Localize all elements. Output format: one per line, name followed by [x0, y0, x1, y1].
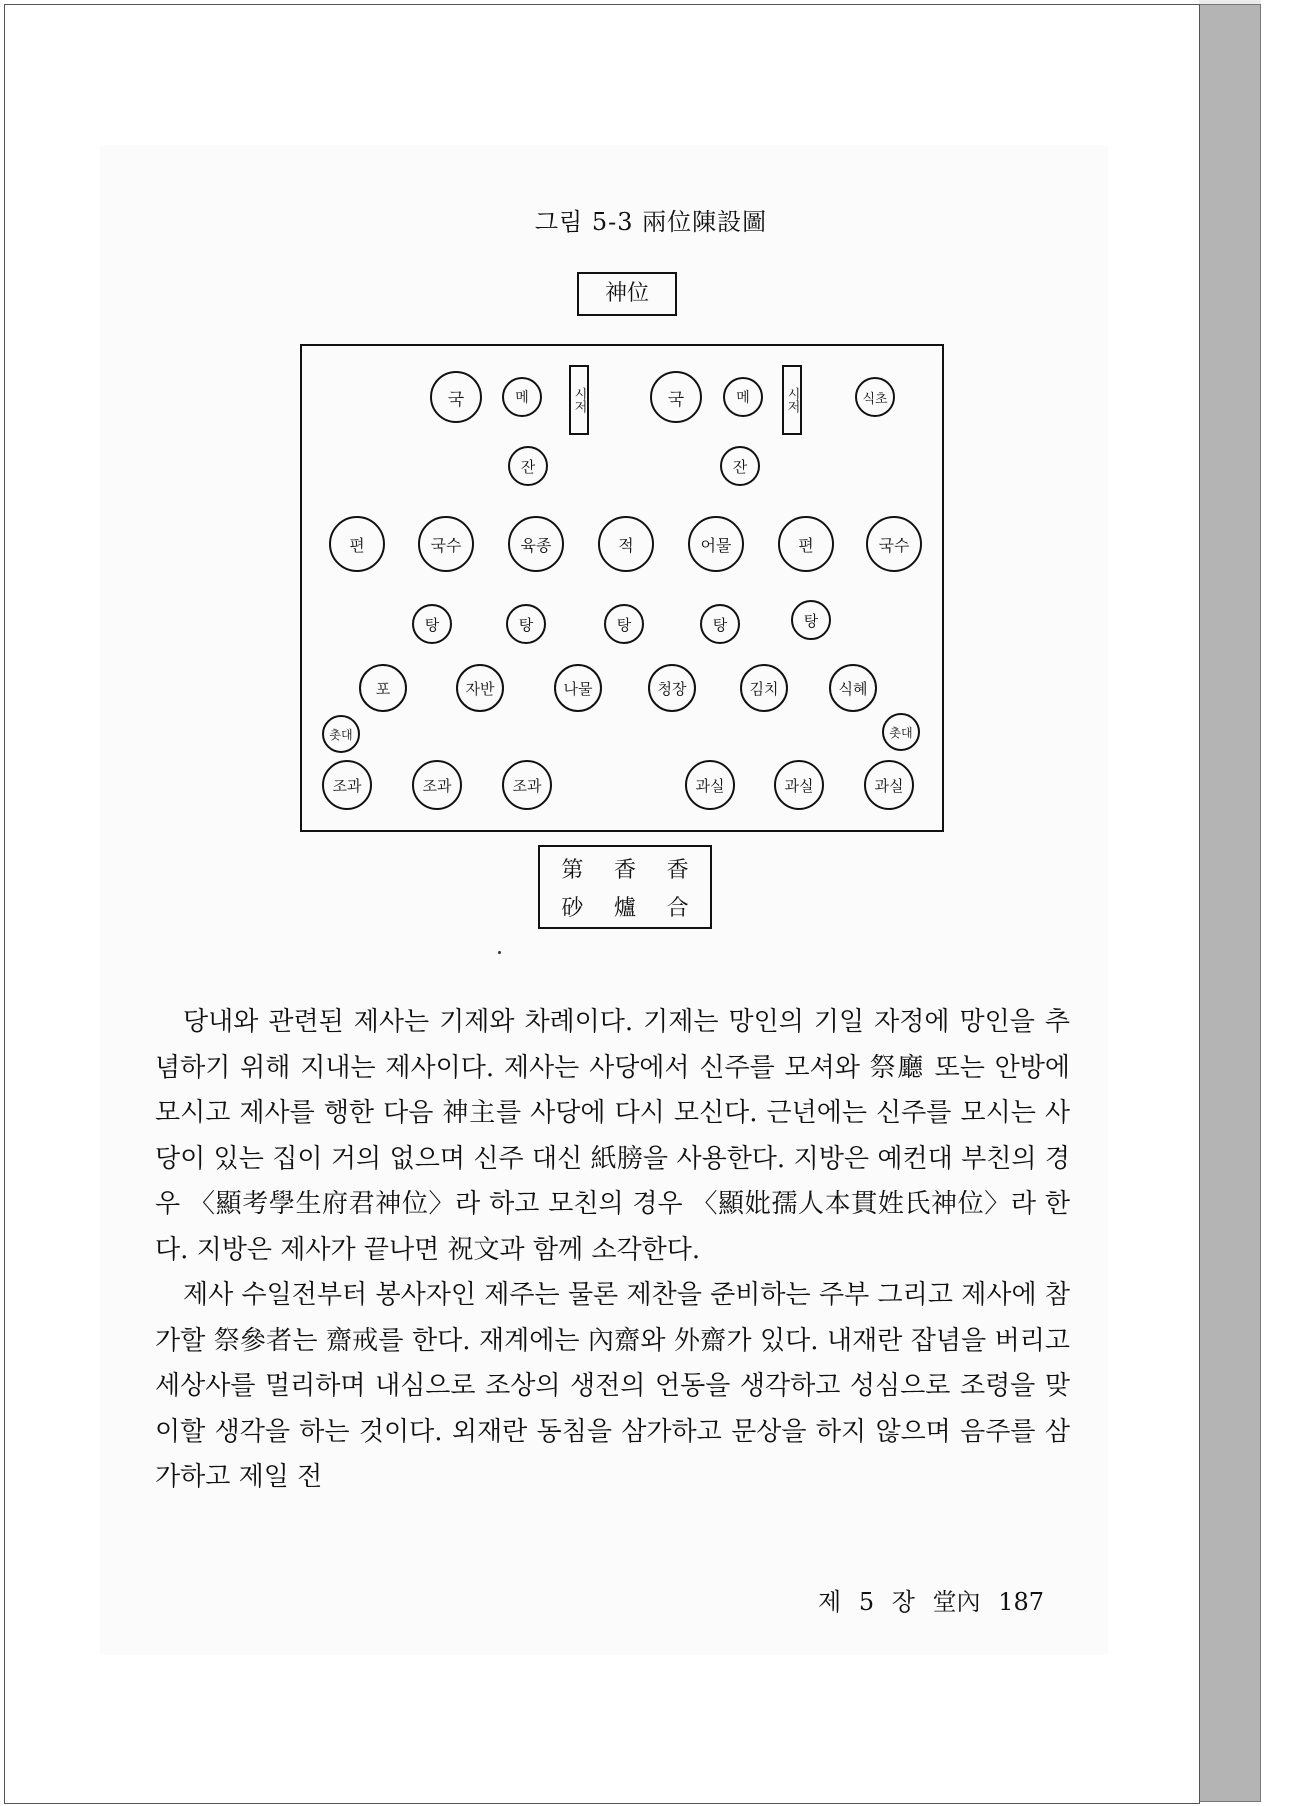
book-page-edge: [1199, 4, 1261, 1802]
dish-row6-5: 과실: [774, 760, 824, 810]
dish-row5-4: 청장: [648, 664, 696, 712]
offering-table: [300, 344, 944, 832]
dish-soup-left: 국: [430, 371, 482, 423]
dish-stew-4: 탕: [700, 604, 740, 644]
dish-row3-4: 적: [598, 516, 654, 572]
paragraph-1: 당내와 관련된 제사는 기제와 차례이다. 기제는 망인의 기일 자정에 망인을 추념하기 위해 지내는 제사이다. 제사는 사당에서 신주를 모셔와 祭廳 또는 안방에 모시고 제사를 행한 다음 神主를 사당에 다시 모신다. 근년에는 신주를 모시는 사당이 있는 집이 거의 없으며 신주 대신 紙膀을 사용한다. 지방은 예컨대 부친의 경우 〈顯考學生府君神位〉라 하고 모친의 경우 〈顯妣孺人本貫姓氏神位〉라 한다. 지방은 제사가 끝나면 祝文과 함께 소각한다.: [155, 1007, 1070, 1265]
dish-row3-7: 국수: [866, 516, 922, 572]
dish-rice-right: 메: [723, 377, 763, 417]
incense-cell-1: 第: [561, 857, 584, 883]
dish-vinegar: 식초: [855, 377, 895, 417]
incense-cell-6: 合: [666, 895, 689, 921]
scan-speck: [498, 951, 501, 954]
dish-row3-3: 육종: [508, 516, 564, 572]
dish-cup-right: 잔: [720, 446, 760, 486]
incense-cell-4: 砂: [561, 895, 584, 921]
dish-row6-3: 조과: [502, 760, 552, 810]
spoon-left: 시저: [569, 365, 589, 435]
footer-section: 堂內: [932, 1588, 981, 1616]
dish-row3-5: 어물: [688, 516, 744, 572]
dish-row5-6: 식혜: [829, 664, 877, 712]
incense-cell-2: 香: [613, 857, 636, 883]
dish-stew-1: 탕: [412, 604, 452, 644]
dish-stew-5: 탕: [791, 600, 831, 640]
page-number: 187: [998, 1588, 1044, 1616]
dish-row3-6: 편: [778, 516, 834, 572]
dish-row5-2: 자반: [456, 664, 504, 712]
incense-table: [538, 845, 712, 929]
dish-row5-3: 나물: [554, 664, 602, 712]
body-text: [155, 1000, 1070, 1501]
figure-title: 그림 5-3 兩位陳設圖: [534, 208, 768, 236]
page-footer: [818, 1582, 1044, 1617]
incense-cell-3: 香: [666, 857, 689, 883]
dish-row6-2: 조과: [412, 760, 462, 810]
dish-stew-2: 탕: [506, 604, 546, 644]
dish-row6-4: 과실: [685, 760, 735, 810]
dish-row6-6: 과실: [864, 760, 914, 810]
dish-rice-left: 메: [502, 377, 542, 417]
dish-row6-1: 조과: [322, 760, 372, 810]
shinwi-label: 神位: [577, 272, 677, 316]
spoon-right: 시저: [782, 365, 802, 435]
dish-row3-1: 편: [329, 516, 385, 572]
dish-cup-left: 잔: [508, 446, 548, 486]
footer-chapter: 제 5 장: [818, 1588, 915, 1616]
candle-right: 촛대: [882, 713, 920, 751]
dish-row3-2: 국수: [418, 516, 474, 572]
dish-stew-3: 탕: [604, 604, 644, 644]
dish-row5-1: 포: [359, 664, 407, 712]
dish-soup-right: 국: [650, 371, 702, 423]
paragraph-2: 제사 수일전부터 봉사자인 제주는 물론 제찬을 준비하는 주부 그리고 제사에 참가할 祭參者는 齋戒를 한다. 재계에는 內齋와 外齋가 있다. 내재란 잡념을 버리고 세상사를 멀리하며 내심으로 조상의 생전의 언동을 생각하고 성심으로 조령을 맞이할 생각을 하는 것이다. 외재란 동침을 삼가하고 문상을 하지 않으며 음주를 삼가하고 제일 전: [155, 1280, 1071, 1492]
incense-cell-5: 爐: [613, 895, 636, 921]
candle-left: 촛대: [322, 715, 360, 753]
dish-row5-5: 김치: [740, 664, 788, 712]
